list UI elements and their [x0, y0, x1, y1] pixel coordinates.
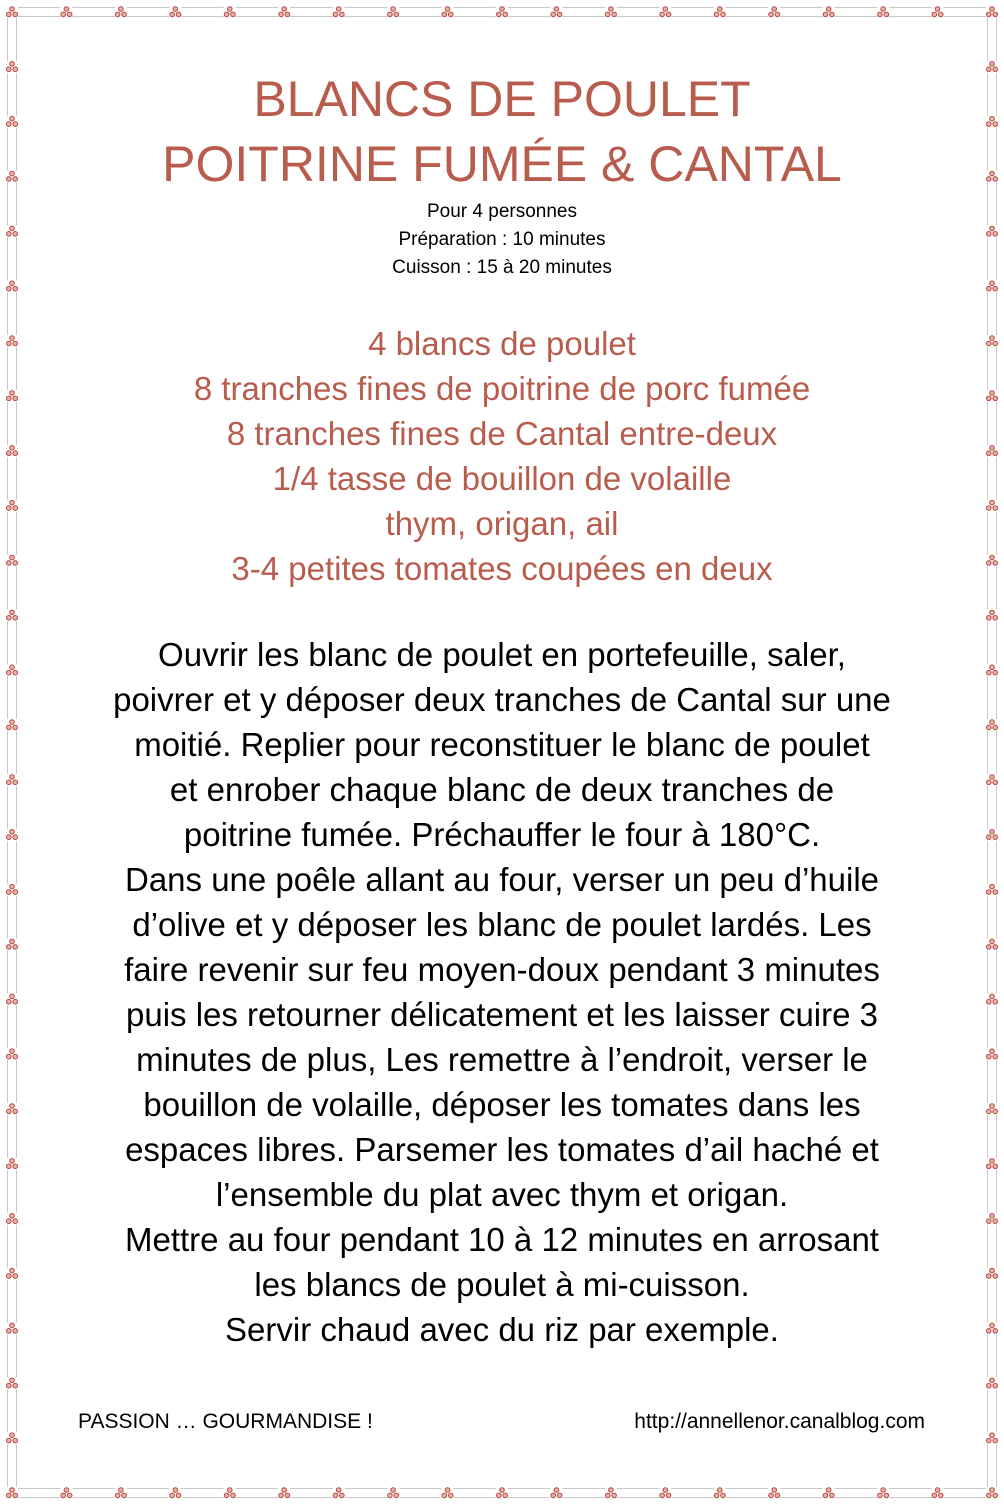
border-ornament: [5, 718, 20, 733]
border-ornament: [712, 5, 727, 20]
border-ornament: [767, 1486, 782, 1501]
border-ornament: [5, 114, 20, 129]
instruction-line: Mettre au four pendant 10 à 12 minutes en arrosant: [125, 1221, 879, 1258]
border-ornament: [985, 553, 1000, 568]
border-ornament: [5, 224, 20, 239]
border-ornament: [985, 1431, 1000, 1446]
servings-text: Pour 4 personnes: [427, 201, 577, 222]
border-ornament: [549, 1486, 564, 1501]
border-ornament: [985, 334, 1000, 349]
border-ornament: [168, 1486, 183, 1501]
border-ornament: [168, 5, 183, 20]
border-ornament: [985, 114, 1000, 129]
recipe-title-line-1: BLANCS DE POULET: [253, 71, 751, 127]
instruction-line: bouillon de volaille, déposer les tomates dans les: [143, 1086, 861, 1123]
cook-time-text: Cuisson : 15 à 20 minutes: [392, 257, 612, 278]
border-ornament: [603, 1486, 618, 1501]
border-ornament: [5, 827, 20, 842]
border-ornament: [985, 937, 1000, 952]
border-ornament: [876, 5, 891, 20]
ingredient-item: 4 blancs de poulet: [368, 325, 636, 362]
border-ornament: [222, 1486, 237, 1501]
border-ornament: [985, 882, 1000, 897]
border-ornament: [495, 1486, 510, 1501]
border-ornament: [5, 1376, 20, 1391]
border-ornament: [386, 1486, 401, 1501]
footer-tagline: PASSION … GOURMANDISE !: [78, 1410, 373, 1433]
border-ornament: [930, 1486, 945, 1501]
border-ornament: [985, 498, 1000, 513]
instruction-line: espaces libres. Parsemer les tomates d’ail haché et: [125, 1131, 879, 1168]
border-ornament: [985, 718, 1000, 733]
border-ornament: [930, 5, 945, 20]
border-ornament: [5, 1211, 20, 1226]
ingredient-item: thym, origan, ail: [385, 505, 619, 542]
border-ornament: [767, 5, 782, 20]
ingredient-item: 8 tranches fines de Cantal entre-deux: [226, 415, 778, 452]
border-ornament: [5, 772, 20, 787]
border-ornament: [222, 5, 237, 20]
recipe-title: [20, 67, 984, 197]
border-ornament: [113, 5, 128, 20]
border-ornament: [331, 5, 346, 20]
border-ornament: [985, 1047, 1000, 1062]
border-ornament: [658, 1486, 673, 1501]
border-ornament: [985, 1102, 1000, 1117]
border-ornament: [5, 1156, 20, 1171]
border-ornament: [985, 1211, 1000, 1226]
ingredient-item: 3-4 petites tomates coupées en deux: [231, 550, 773, 587]
ingredient-list: [20, 321, 984, 591]
border-ornament: [985, 827, 1000, 842]
border-ornament: [658, 5, 673, 20]
border-ornament: [985, 388, 1000, 403]
border-ornament: [5, 937, 20, 952]
border-ornament: [985, 279, 1000, 294]
instruction-line: Servir chaud avec du riz par exemple.: [225, 1311, 779, 1348]
border-ornament: [5, 882, 20, 897]
prep-time-text: Préparation : 10 minutes: [398, 229, 606, 250]
instruction-line: puis les retourner délicatement et les laisser cuire 3: [125, 996, 879, 1033]
footer-url: http://annellenor.canalblog.com: [634, 1410, 925, 1433]
ingredient-item: 1/4 tasse de bouillon de volaille: [272, 460, 732, 497]
border-ornament: [712, 1486, 727, 1501]
border-ornament: [5, 5, 20, 20]
border-ornament: [821, 1486, 836, 1501]
instruction-line: l’ensemble du plat avec thym et origan.: [215, 1176, 789, 1213]
border-ornament: [386, 5, 401, 20]
border-ornament: [985, 992, 1000, 1007]
border-ornament: [985, 5, 1000, 20]
border-ornament: [59, 1486, 74, 1501]
border-ornament: [5, 388, 20, 403]
border-ornament: [985, 1266, 1000, 1281]
border-ornament: [985, 1486, 1000, 1501]
border-ornament: [876, 1486, 891, 1501]
border-ornament: [603, 5, 618, 20]
recipe-title-line-2: POITRINE FUMÉE & CANTAL: [162, 136, 842, 192]
border-ornament: [985, 772, 1000, 787]
border-ornament: [277, 1486, 292, 1501]
border-ornament: [5, 1102, 20, 1117]
border-ornament: [5, 553, 20, 568]
border-ornament: [985, 1321, 1000, 1336]
border-ornament: [5, 1321, 20, 1336]
border-ornament: [5, 1431, 20, 1446]
instruction-line: les blancs de poulet à mi-cuisson.: [254, 1266, 750, 1303]
border-ornament: [5, 1486, 20, 1501]
border-ornament: [985, 608, 1000, 623]
border-ornament: [5, 334, 20, 349]
instruction-line: faire revenir sur feu moyen-doux pendant 3 minutes: [124, 951, 880, 988]
instruction-line: d’olive et y déposer les blanc de poulet lardés. Les: [132, 906, 872, 943]
border-ornament: [440, 5, 455, 20]
border-ornament: [5, 498, 20, 513]
border-ornament: [331, 1486, 346, 1501]
border-ornament: [985, 663, 1000, 678]
instruction-line: minutes de plus, Les remettre à l’endroit, verser le: [136, 1041, 868, 1078]
border-ornament: [5, 443, 20, 458]
border-ornament: [549, 5, 564, 20]
border-ornament: [5, 992, 20, 1007]
border-ornament: [59, 5, 74, 20]
border-ornament: [985, 169, 1000, 184]
recipe-meta: [20, 198, 984, 282]
instruction-line: poivrer et y déposer deux tranches de Cantal sur une: [113, 681, 891, 718]
instructions-text: [20, 632, 984, 1352]
ingredient-item: 8 tranches fines de poitrine de porc fumée: [193, 370, 811, 407]
border-ornament: [5, 59, 20, 74]
border-ornament: [985, 443, 1000, 458]
instruction-line: Ouvrir les blanc de poulet en portefeuille, saler,: [158, 636, 846, 673]
border-ornament: [277, 5, 292, 20]
border-ornament: [495, 5, 510, 20]
instruction-line: moitié. Replier pour reconstituer le blanc de poulet: [134, 726, 870, 763]
border-ornament: [440, 1486, 455, 1501]
border-ornament: [985, 59, 1000, 74]
border-ornament: [5, 1047, 20, 1062]
border-ornament: [985, 1156, 1000, 1171]
border-ornament: [5, 169, 20, 184]
border-ornament: [985, 1376, 1000, 1391]
border-ornament: [5, 663, 20, 678]
border-ornament: [5, 608, 20, 623]
border-ornament: [5, 279, 20, 294]
instruction-line: Dans une poêle allant au four, verser un peu d’huile: [124, 861, 880, 898]
border-ornament: [985, 224, 1000, 239]
instruction-line: et enrober chaque blanc de deux tranches de: [169, 771, 835, 808]
border-ornament: [821, 5, 836, 20]
instruction-line: poitrine fumée. Préchauffer le four à 180°C.: [183, 816, 821, 853]
border-ornament: [113, 1486, 128, 1501]
border-ornament: [5, 1266, 20, 1281]
